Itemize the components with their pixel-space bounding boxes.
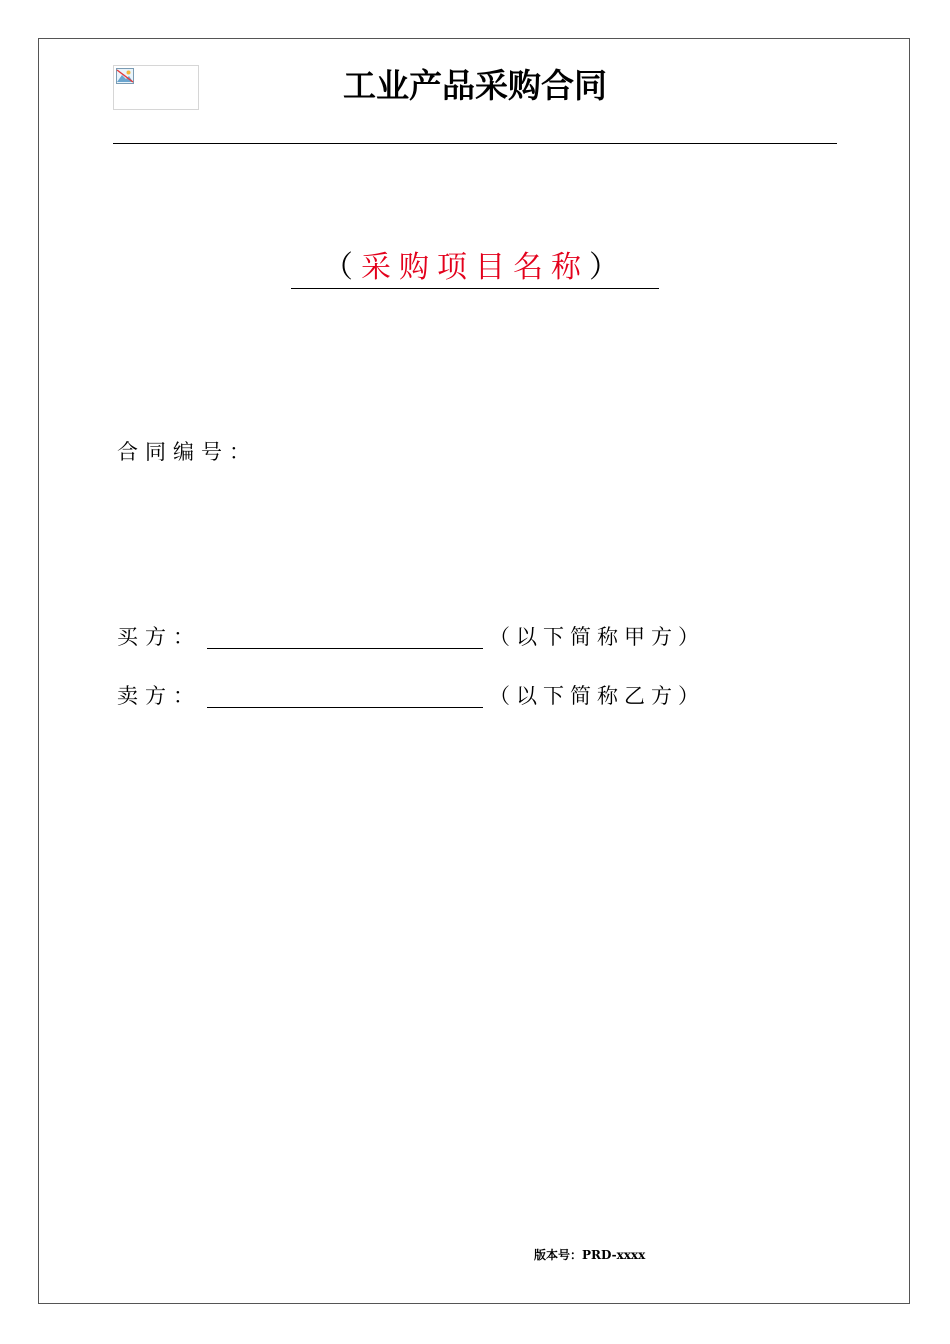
seller-label: 卖方：	[117, 684, 201, 708]
project-title[interactable]	[291, 248, 659, 289]
contract-number-label: 合同编号：	[117, 440, 257, 464]
version-number: 版本号：PRD-xxxx	[534, 1248, 646, 1262]
page-frame	[38, 38, 910, 1304]
document-title: 工业产品采购合同	[343, 66, 607, 105]
buyer-label: 买方：	[117, 625, 201, 649]
seller-note: （以下简称乙方）	[489, 684, 705, 708]
close-paren: ）	[589, 250, 627, 285]
seller-name-field[interactable]	[207, 707, 483, 708]
broken-image-icon	[116, 68, 134, 84]
open-paren: （	[323, 250, 361, 285]
project-name[interactable]: 采购项目名称	[361, 250, 589, 285]
buyer-name-field[interactable]	[207, 648, 483, 649]
header-divider	[113, 143, 837, 144]
buyer-note: （以下简称甲方）	[489, 625, 705, 649]
logo-placeholder	[113, 65, 199, 110]
